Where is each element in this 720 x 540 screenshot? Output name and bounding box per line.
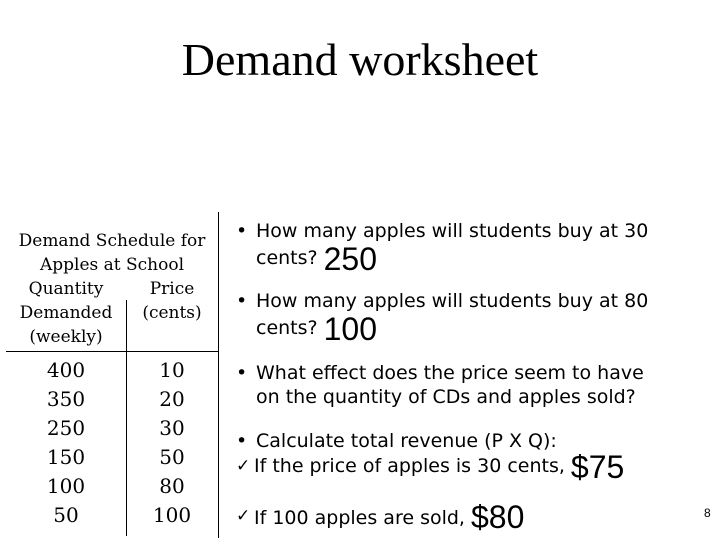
price-cell: 10 [159,358,185,382]
quantity-cell: 250 [46,416,86,440]
sub-question-1-text: If the price of apples is 30 cents, [254,455,565,477]
question-4-text: Calculate total revenue (P X Q): [256,430,557,452]
price-cell: 100 [152,503,192,527]
sub-question-2-text: If 100 apples are sold, [254,507,465,529]
question-1-line2-text: cents? [256,247,318,269]
question-3-line2: on the quantity of CDs and apples sold? [256,386,636,408]
page-number: 8 [704,506,711,520]
page-title: Demand worksheet [181,34,539,85]
price-cell: 30 [159,416,185,440]
bullet-icon: • [236,220,248,242]
price-cell: 80 [159,474,185,498]
checkmark-icon: ✓ [236,506,251,526]
table-header [6,277,218,352]
price-column-header [126,277,218,349]
checkmark-icon: ✓ [236,456,251,476]
table-body [6,352,218,530]
quantity-cell: 150 [46,445,86,469]
quantity-header-line3: (weekly) [29,327,103,347]
bullet-icon: • [236,290,248,312]
question-3-line1: What effect does the price seem to have [256,362,644,384]
quantity-column-header [6,277,126,349]
schedule-title [6,224,218,277]
quantity-header-line2: Demanded [19,303,113,323]
question-4 [236,429,720,453]
answer-2: 100 [323,311,378,347]
question-2-line2-text: cents? [256,317,318,339]
schedule-title-line2: Apples at School [39,255,185,275]
price-header-line1: Price [149,279,195,299]
quantity-cell: 350 [46,387,86,411]
question-1 [236,219,720,275]
question-1-line2 [236,243,720,275]
price-cell: 20 [159,387,185,411]
quantity-cell: 50 [53,503,79,527]
quantity-cell: 100 [46,474,86,498]
demand-schedule-table [6,224,218,530]
sub-question-1 [236,451,720,484]
question-2-line1: How many apples will students buy at 80 [256,290,649,312]
sub-answer-1: $75 [570,449,625,485]
question-2 [236,289,720,345]
price-column [126,356,218,530]
column-divider [126,300,127,536]
quantity-cell: 400 [46,358,86,382]
schedule-title-line1: Demand Schedule for [18,231,206,251]
price-header-line2: (cents) [142,303,202,323]
question-3 [236,361,720,409]
sub-answer-2: $80 [470,499,525,535]
quantity-column [6,356,126,530]
bullet-icon: • [236,362,248,384]
table-right-border [218,212,219,538]
bullet-icon: • [236,430,248,452]
quantity-header-line1: Quantity [28,279,104,299]
sub-question-2 [236,501,720,534]
price-cell: 50 [159,445,185,469]
question-2-line2 [236,313,720,345]
question-1-line1: How many apples will students buy at 30 [256,220,649,242]
answer-1: 250 [323,241,378,277]
